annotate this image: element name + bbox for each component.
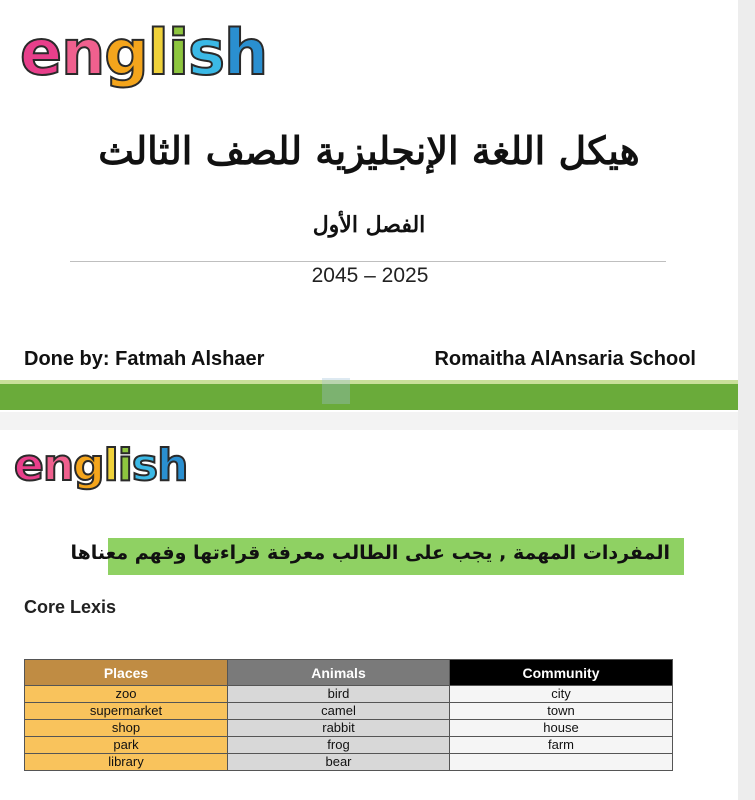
logo-letter: g [73,440,104,491]
logo-letter: s [131,440,158,491]
table-cell: house [450,720,673,737]
table-cell: library [25,754,228,771]
table-row [25,754,673,771]
table-cell: farm [450,737,673,754]
english-logo-small [14,440,188,491]
table-cell: bird [228,686,450,703]
logo-letter: i [167,16,189,89]
logo-letter: h [157,440,188,491]
divider [70,261,666,262]
logo-letter: l [103,440,118,491]
table-cell: camel [228,703,450,720]
table-cell: rabbit [228,720,450,737]
logo-letter: g [104,16,148,89]
table-cell [450,754,673,771]
watermark-logo [318,372,438,430]
header-community: Community [450,660,673,686]
page-title: هيكل اللغة الإنجليزية للصف الثالث [98,128,640,173]
header-animals: Animals [228,660,450,686]
vocabulary-banner [70,538,684,575]
school-name: Romaitha AlAnsaria School [434,348,696,370]
scrollbar-gutter [738,0,755,800]
table-cell: shop [25,720,228,737]
academic-year: 2045 – 2025 [311,264,429,287]
header-places: Places [25,660,228,686]
term-subtitle: الفصل الأول [312,212,426,238]
logo-letter: n [42,440,74,491]
author-credit: Done by: Fatmah Alshaer [24,348,265,370]
logo-letter: l [147,16,168,89]
table-cell: supermarket [25,703,228,720]
section-title: Core Lexis [24,597,117,617]
logo-letter: i [117,440,132,491]
english-logo [20,16,268,89]
core-lexis-table [24,659,673,771]
table-cell: zoo [25,686,228,703]
banner-text: المفردات المهمة , يجب على الطالب معرفة قراءتها وفهم معناها [70,542,670,564]
table-row [25,720,673,737]
table-row [25,703,673,720]
table-cell: frog [228,737,450,754]
logo-letter: h [224,16,268,89]
table-cell: park [25,737,228,754]
table-row [25,686,673,703]
logo-letter: e [14,440,43,491]
table-cell: city [450,686,673,703]
table-cell: bear [228,754,450,771]
logo-letter: n [61,16,105,89]
logo-letter: s [188,16,225,89]
logo-letter: e [20,16,62,89]
table-cell: town [450,703,673,720]
table-row [25,737,673,754]
